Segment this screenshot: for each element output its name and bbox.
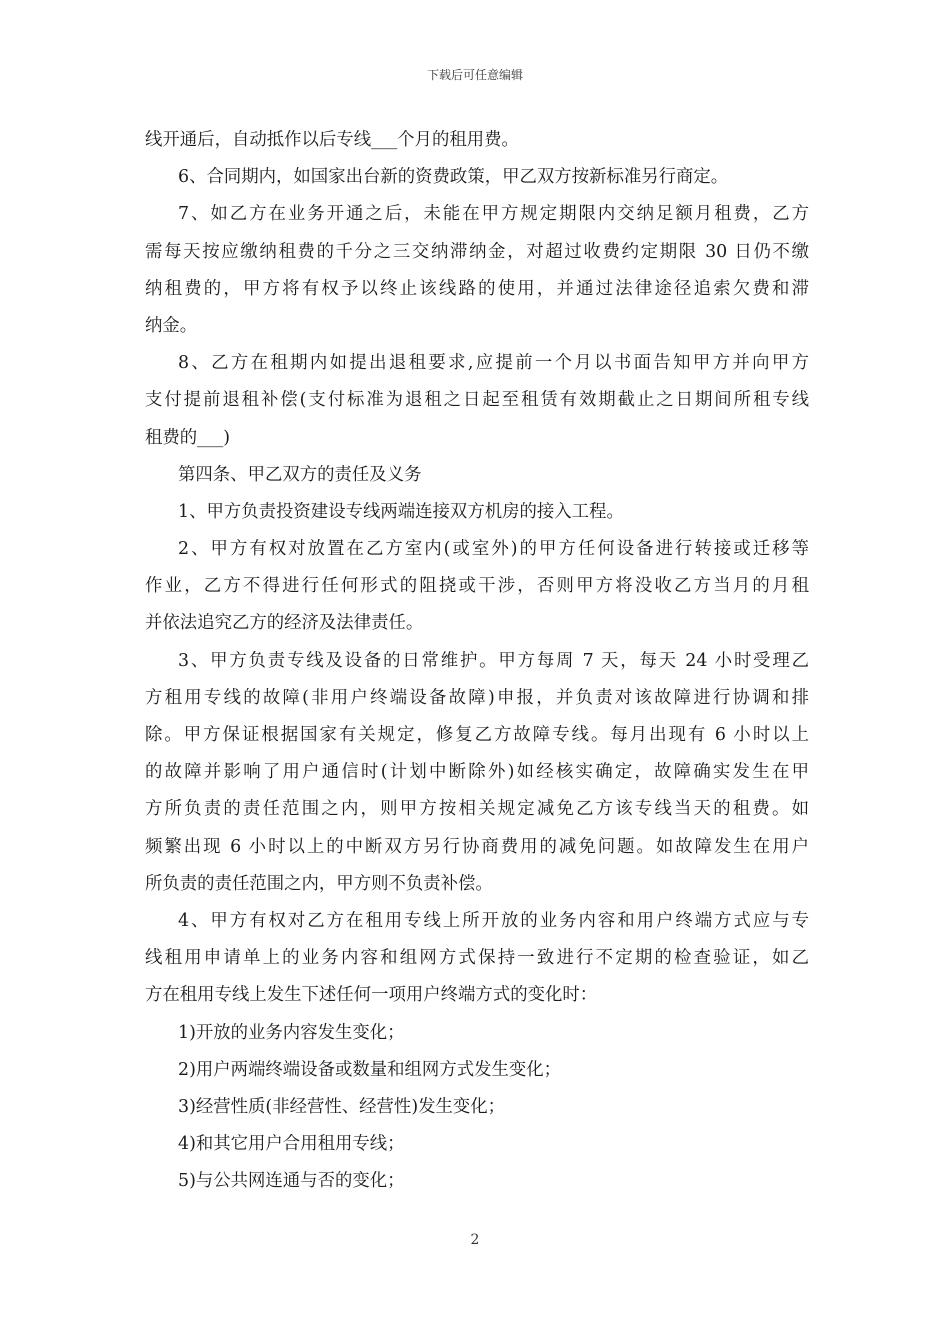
text-line: 2、甲方有权对放置在乙方室内(或室外)的甲方任何设备进行转接或迁移等 — [178, 539, 809, 560]
text-line: 6、合同期内，如国家出台新的资费政策，甲乙双方按新标准另行商定。 — [178, 167, 729, 188]
text-line: 2)用户两端终端设备或数量和组网方式发生变化； — [178, 1059, 562, 1080]
text-line: 并依法追究乙方的经济及法律责任。 — [145, 613, 424, 634]
text-line: 5)与公共网连通与否的变化； — [178, 1171, 405, 1192]
text-line: 方所负责的责任范围之内，则甲方按相关规定减免乙方该专线当天的租费。如 — [145, 799, 809, 820]
text-line: 方在租用专线上发生下述任何一项用户终端方式的变化时： — [145, 985, 598, 1006]
text-line: 7、如乙方在业务开通之后，未能在甲方规定期限内交纳足额月租费，乙方 — [178, 204, 809, 225]
text-line: 4)和其它用户合用租用专线； — [178, 1134, 405, 1155]
text-line: 线开通后，自动抵作以后专线___个月的租用费。 — [145, 130, 519, 150]
text-line: 3、甲方负责专线及设备的日常维护。甲方每周 7 天，每天 24 小时受理乙 — [178, 650, 809, 671]
document-body — [145, 122, 809, 1200]
text-line: 线租用申请单上的业务内容和组网方式保持一致进行不定期的检查验证，如乙 — [145, 948, 809, 969]
text-line: 租费的___) — [145, 427, 231, 448]
text-line: 8、乙方在租期内如提出退租要求,应提前一个月以书面告知甲方并向甲方 — [178, 353, 809, 374]
text-line: 1、甲方负责投资建设专线两端连接双方机房的接入工程。 — [178, 501, 624, 522]
text-line: 纳金。 — [145, 315, 198, 336]
page-header: 下载后可任意编辑 — [426, 68, 523, 82]
text-line: 1)开放的业务内容发生变化； — [178, 1022, 405, 1043]
text-line: 纳租费的，甲方将有权予以终止该线路的使用，并通过法律途径追索欠费和滞 — [145, 278, 809, 299]
text-line: 支付提前退租补偿(支付标准为退租之日起至租赁有效期截止之日期间所租专线 — [145, 390, 809, 411]
text-line: 3)经营性质(非经营性、经营性)发生变化； — [178, 1096, 506, 1117]
text-line: 除。甲方保证根据国家有关规定，修复乙方故障专线。每月出现有 6 小时以上 — [145, 725, 809, 745]
text-line: 方租用专线的故障(非用户终端设备故障)申报，并负责对该故障进行协调和排 — [145, 687, 809, 708]
page-number: 2 — [470, 1232, 480, 1248]
text-line: 的故障并影响了用户通信时(计划中断除外)如经核实确定，故障确实发生在甲 — [145, 762, 809, 783]
text-line: 作业，乙方不得进行任何形式的阻挠或干涉，否则甲方将没收乙方当月的月租 — [145, 576, 809, 597]
text-line: 4、甲方有权对乙方在租用专线上所开放的业务内容和用户终端方式应与专 — [178, 910, 809, 931]
text-line: 所负责的责任范围之内，甲方则不负责补偿。 — [145, 873, 493, 894]
text-line: 需每天按应缴纳租费的千分之三交纳滞纳金，对超过收费约定期限 30 日仍不缴 — [145, 241, 809, 262]
text-line: 第四条、甲乙双方的责任及义务 — [178, 464, 422, 485]
text-line: 频繁出现 6 小时以上的中断双方另行协商费用的减免问题。如故障发生在用户 — [145, 836, 809, 857]
